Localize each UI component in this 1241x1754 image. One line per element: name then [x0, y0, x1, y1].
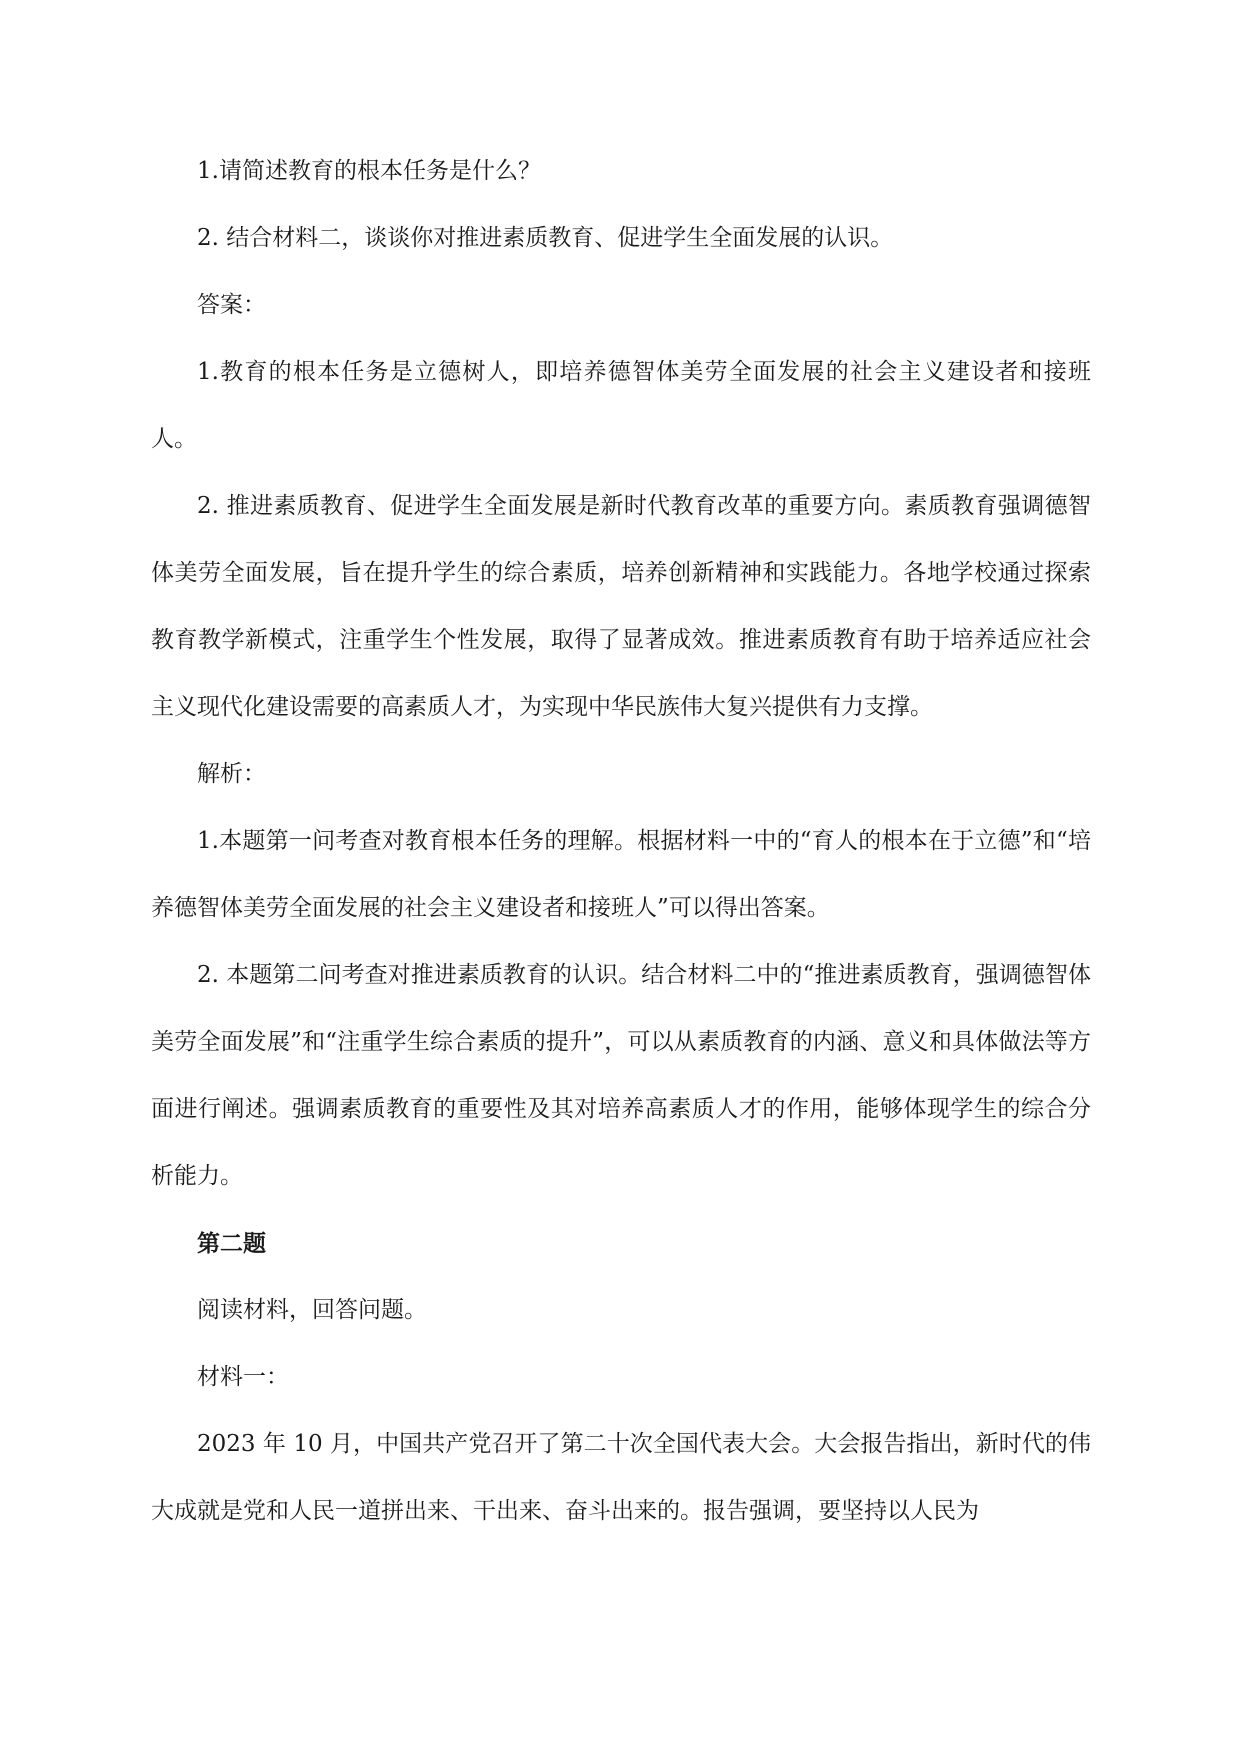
material-1-label: 材料一：	[197, 1364, 289, 1390]
document-body	[151, 138, 1091, 1545]
instruction: 阅读材料，回答问题。	[197, 1297, 427, 1323]
answer-2: 2. 推进素质教育、促进学生全面发展是新时代教育改革的重要方向。素质教育强调德智体美劳全面发展，旨在提升学生的综合素质，培养创新精神和实践能力。各地学校通过探索教育教学新模式，注重学生个性发展，取得了显著成效。推进素质教育有助于培养适应社会主义现代化建设需要的高素质人才，为实现中华民族伟大复兴提供有力支撑。	[151, 493, 1091, 720]
analysis-label: 解析：	[197, 761, 266, 787]
question-1: 1.请简述教育的根本任务是什么？	[197, 158, 541, 184]
analysis-2: 2. 本题第二问考查对推进素质教育的认识。结合材料二中的“推进素质教育，强调德智体美劳全面发展”和“注重学生综合素质的提升”，可以从素质教育的内涵、意义和具体做法等方面进行阐述。强调素质教育的重要性及其对培养高素质人才的作用，能够体现学生的综合分析能力。	[151, 962, 1091, 1189]
answer-label: 答案：	[197, 292, 266, 318]
section-heading: 第二题	[197, 1230, 266, 1257]
material-1-text: 2023 年 10 月，中国共产党召开了第二十次全国代表大会。大会报告指出，新时代的伟大成就是党和人民一道拼出来、干出来、奋斗出来的。报告强调，要坚持以人民为	[151, 1431, 1091, 1524]
analysis-1: 1.本题第一问考查对教育根本任务的理解。根据材料一中的“育人的根本在于立德”和“培养德智体美劳全面发展的社会主义建设者和接班人”可以得出答案。	[151, 828, 1091, 921]
question-2: 2. 结合材料二，谈谈你对推进素质教育、促进学生全面发展的认识。	[197, 225, 894, 251]
answer-1: 1.教育的根本任务是立德树人，即培养德智体美劳全面发展的社会主义建设者和接班人。	[151, 359, 1091, 452]
